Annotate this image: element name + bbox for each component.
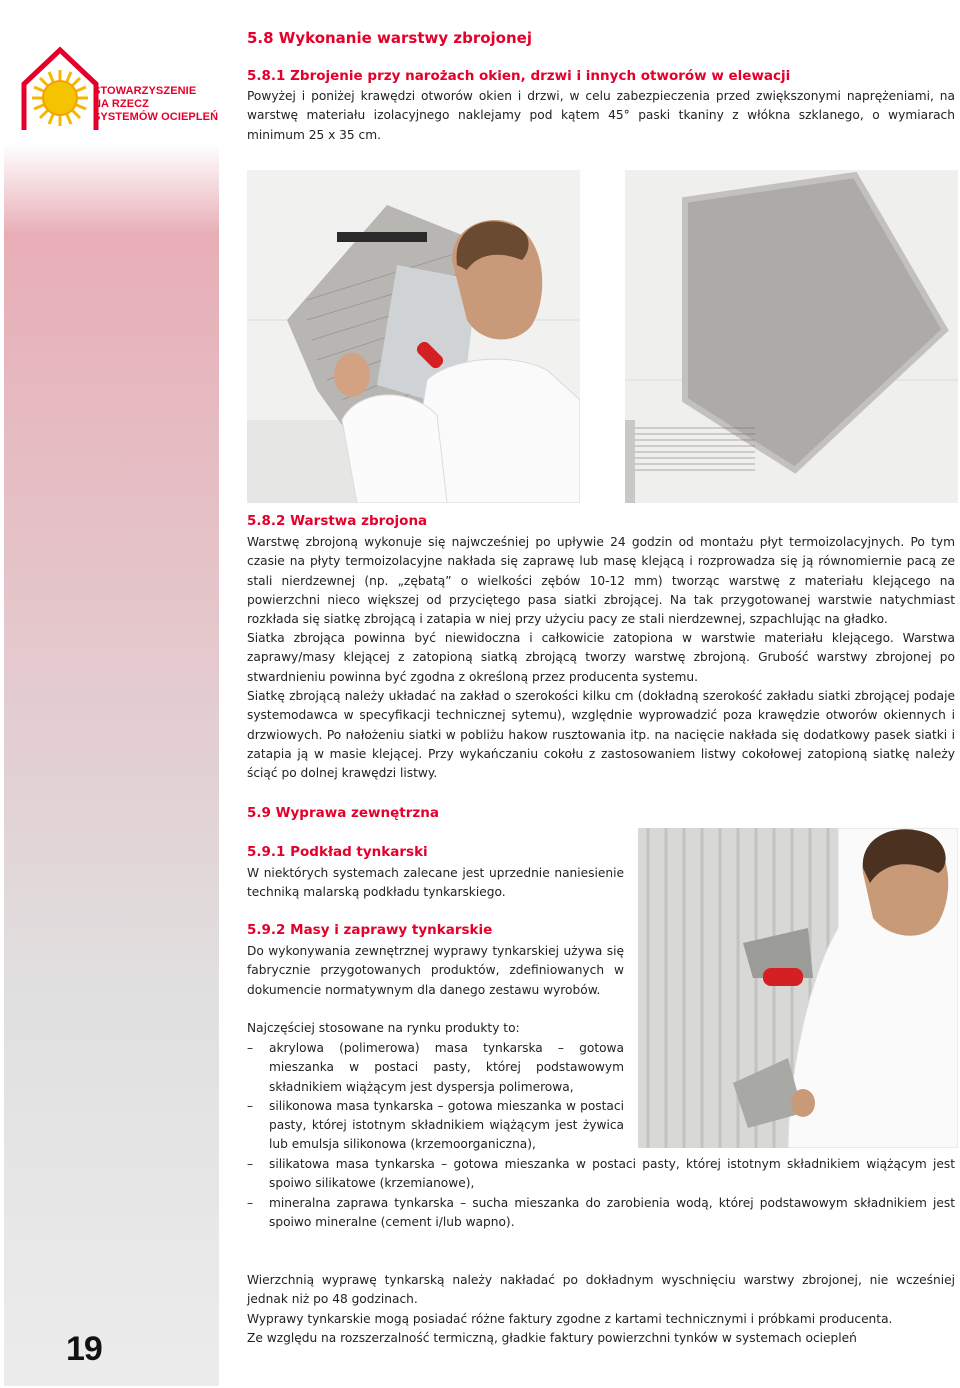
section-title: 5.8 Wykonanie warstwy zbrojonej <box>247 29 532 47</box>
subsection-title-5-8-1: 5.8.1 Zbrojenie przy narożach okien, drzwi i innych otworów w elewacji <box>247 68 791 84</box>
paragraph-closing-a: Wierzchnią wyprawę tynkarską należy nakładać po dokładnym wyschnięciu warstwy zbrojonej, nie wcześniej jednak niż po 48 godzinach. <box>247 1273 955 1307</box>
subsection-title-5-9-1: 5.9.1 Podkład tynkarski <box>247 844 428 860</box>
list-item: – akrylowa (polimerowa) masa tynkarska – gotowa mieszanka w postaci pasty, której podstawowym składnikiem wiążącym jest dyspersja polimerowa, <box>247 1039 624 1097</box>
paragraph-5-8-2-c: Siatkę zbrojącą należy układać na zakład o szerokości kilku cm (dokładną szerokość zakładu siatki zbrojącej podaje systemodawca w specyfikacji technicznej sytemu), względnie wyprowadzić poza krawędzie otworów okiennych i drzwiowych. Po nałożeniu siatki w pobliżu hakow rusztowania itp. na nacięcie nakłada się dodatkowy pasek siatki i zatapia ją w masie klejącej. Przy wykańczaniu cokołu z zastosowaniem listwy cokołowej zatopioną siatkę należy ściąć po dolnej krawędzi listwy. <box>247 689 955 781</box>
paragraph-5-9-2-intro: Do wykonywania zewnętrznej wyprawy tynkarskiej używa się fabrycznie przygotowanych produktów, zdefiniowanych w dokumencie normatywnym dla danego zestawu wyrobów. <box>247 944 624 997</box>
paragraph-5-9-1: W niektórych systemach zalecane jest uprzednie naniesienie techniką malarską podkładu tynkarskiego. <box>247 866 624 900</box>
list-item: – mineralna zaprawa tynkarska – sucha mieszanka do zarobienia wodą, której podstawowym składnikiem jest spoiwo mineralne (cement i/lub wapno). <box>247 1194 955 1233</box>
section-title-5-9: 5.9 Wyprawa zewnętrzna <box>247 805 439 821</box>
paragraph-closing-c: Ze względu na rozszerzalność termiczną, gładkie faktury powierzchni tynków w systemach ociepleń <box>247 1331 857 1345</box>
photo-mesh-patch <box>625 170 958 503</box>
paragraph-closing-b: Wyprawy tynkarskie mogą posiadać różne faktury zgodne z kartami technicznymi i próbkami producenta. <box>247 1312 893 1326</box>
subsection-title-5-9-2: 5.9.2 Masy i zaprawy tynkarskie <box>247 922 493 938</box>
sidebar-band <box>4 4 219 1386</box>
photo-plaster-application <box>638 828 958 1148</box>
sun-icon <box>32 70 88 126</box>
page-number: 19 <box>66 1330 102 1368</box>
logo-text: STOWARZYSZENIE NA RZECZ SYSTEMÓW OCIEPLEŃ <box>93 85 219 123</box>
photo-mesh-application <box>247 170 580 503</box>
subsection-title-5-8-2: 5.8.2 Warstwa zbrojona <box>247 513 428 529</box>
list-item: – silikatowa masa tynkarska – gotowa mieszanka w postaci pasty, której istotnym składnikiem wiążącym jest spoiwo silikatowe (krzemianowe), <box>247 1155 955 1194</box>
paragraph-5-8-1: Powyżej i poniżej krawędzi otworów okien i drzwi, w celu zabezpieczenia przed zwiększonymi naprężeniami, na warstwę materiału izolacyjnego naklejamy pod kątem 45° paski tkaniny z włókna szklanego, o wymiarach minimum 25 x 35 cm. <box>247 89 955 142</box>
product-list-continued <box>247 1155 955 1232</box>
paragraph-5-8-2-b: Siatka zbrojąca powinna być niewidoczna i całkowicie zatopiona w warstwie materiału klejącego. Warstwa zaprawy/masy klejącej z zatopioną siatką zbrojącą tworzy warstwę zbrojoną. Grubość warstwy zbrojonej po stwardnieniu powinna być zgodna z określoną przez producenta systemu. <box>247 631 955 684</box>
list-item: – silikonowa masa tynkarska – gotowa mieszanka w postaci pasty, której istotnym składnikiem wiążącym jest żywica lub emulsja silikonowa (krzemoorganiczna), <box>247 1097 624 1155</box>
product-list <box>247 1039 624 1155</box>
paragraph-5-9-2-lead: Najczęściej stosowane na rynku produkty to: <box>247 1021 520 1035</box>
paragraph-5-8-2-a: Warstwę zbrojoną wykonuje się najwcześniej po upływie 24 godzin od montażu płyt termoizolacyjnych. Po tym czasie na płyty termoizolacyjne nakłada się zaprawę lub masę klejącą i rozprowadza się ją równomiernie pacą ze stali nierdzewnej (np. „zębatą” o wielkości zębów 10-12 mm) tworząc warstwę z materiału klejącego na powierzchni nieco większej od przyciętego pasa siatki zbrojącej. Na tak przygotowanej warstwie natychmiast rozkłada się siatkę zbrojącą i zatapia w niej przy użyciu pacy ze stali nierdzewnej, szpachlując na gładko. <box>247 535 955 627</box>
